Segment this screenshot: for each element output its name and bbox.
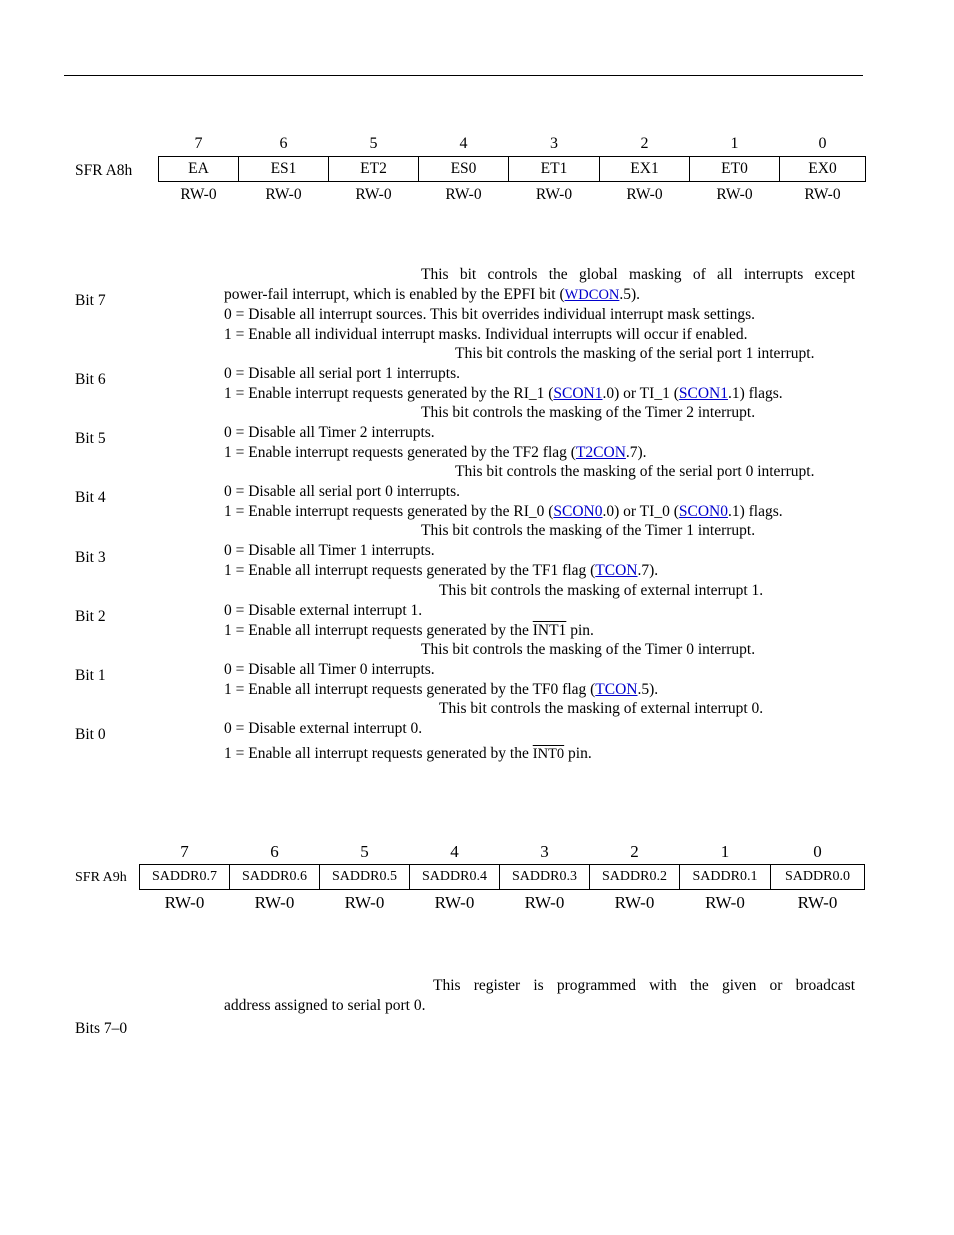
- access-value: RW-0: [705, 893, 745, 912]
- text-span: 1 = Enable interrupt requests generated by the RI_0 (: [224, 503, 554, 520]
- bit-description-head: This bit controls the masking of the Timer 0 interrupt.: [421, 641, 756, 658]
- scon1-link[interactable]: SCON1: [553, 385, 603, 402]
- bit-name-cell: SADDR0.1: [680, 865, 771, 890]
- bit-description-line: [224, 285, 855, 305]
- bit-description-line: 0 = Disable all Timer 0 interrupts.: [224, 661, 435, 678]
- bit-description-line: [224, 561, 855, 581]
- text-span: 1 = Enable all interrupt requests generated by the TF1 flag (: [224, 562, 596, 579]
- tcon-link[interactable]: TCON: [595, 562, 638, 579]
- ie-bit-numbers: [159, 132, 866, 157]
- bit-description-head: This bit controls the global masking of all interrupts except: [421, 266, 855, 283]
- bit-number: 6: [279, 135, 288, 152]
- text-span: pin.: [564, 745, 592, 762]
- saddr-register-table: [139, 840, 865, 916]
- access-value: RW-0: [265, 186, 302, 203]
- saddr-bit-numbers: [140, 840, 865, 865]
- bit-description: [224, 462, 855, 522]
- text-span: .7).: [637, 562, 659, 579]
- bit-label: Bit 0: [75, 726, 106, 743]
- bit-description: [224, 403, 855, 463]
- access-value: RW-0: [716, 186, 753, 203]
- bit-description-line: 0 = Disable external interrupt 1.: [224, 602, 423, 619]
- access-value: RW-0: [614, 893, 655, 912]
- bit-description: [224, 521, 855, 581]
- text-span: power-fail interrupt, which is enabled by the EPFI bit (: [224, 286, 565, 303]
- bit-name-cell: ES0: [419, 157, 509, 182]
- bit-number: 3: [550, 135, 558, 152]
- bit-description-line: address assigned to serial port 0.: [224, 997, 426, 1014]
- bit-name-cell: SADDR0.6: [230, 865, 320, 890]
- int0-signal: INT0: [532, 746, 565, 762]
- bit-name-cell: SADDR0.5: [320, 865, 410, 890]
- bit-number: 7: [194, 135, 203, 152]
- access-value: RW-0: [344, 893, 385, 912]
- bit-name-cell: ES1: [239, 157, 329, 182]
- bit-description: [224, 640, 855, 700]
- bit-description-line: 0 = Disable all Timer 1 interrupts.: [224, 542, 435, 559]
- bit-label: Bit 7: [75, 292, 106, 309]
- bit-name-cell: ET2: [329, 157, 419, 182]
- bit-description-line: 0 = Disable all interrupt sources. This bit overrides individual interrupt mask settings.: [224, 306, 756, 323]
- text-span: .1) flags.: [727, 503, 783, 520]
- access-value: RW-0: [524, 893, 565, 912]
- saddr-access-row: [140, 890, 865, 917]
- bit-description-line: [224, 680, 855, 700]
- bit-name-cell: SADDR0.7: [140, 865, 230, 890]
- bit-number: 3: [540, 842, 549, 861]
- access-value: RW-0: [535, 186, 573, 203]
- bit-description-line: 1 = Enable all individual interrupt masks. Individual interrupts will occur if enabled.: [224, 326, 748, 343]
- access-value: RW-0: [626, 186, 663, 203]
- text-span: .7).: [625, 444, 647, 461]
- bit-number: 2: [640, 135, 649, 152]
- bit-label: Bit 2: [75, 608, 106, 625]
- ie-sfr-label: SFR A8h: [75, 162, 133, 179]
- access-value: RW-0: [445, 186, 482, 203]
- saddr-bit-names: [140, 865, 865, 890]
- text-span: 1 = Enable all interrupt requests generated by the: [224, 622, 533, 639]
- access-value: RW-0: [804, 186, 841, 203]
- bit-description-head: This bit controls the masking of external interrupt 0.: [439, 700, 764, 717]
- text-span: .5).: [637, 681, 659, 698]
- access-value: RW-0: [164, 893, 205, 912]
- bit-description-line: [224, 443, 855, 463]
- bit-description-line: 0 = Disable all serial port 0 interrupts.: [224, 483, 461, 500]
- access-value: RW-0: [797, 893, 838, 912]
- bit-name-cell: SADDR0.4: [410, 865, 500, 890]
- bit-name-cell: EX0: [780, 157, 866, 182]
- bit-label: Bit 5: [75, 430, 106, 447]
- text-span: .1) flags.: [727, 385, 783, 402]
- bit-description-line: [224, 744, 855, 764]
- bit-name-cell: ET0: [690, 157, 780, 182]
- bit-description: [224, 581, 855, 641]
- int1-signal: INT1: [532, 622, 567, 639]
- bit-number: 1: [730, 135, 739, 152]
- bit-name-cell: EX1: [600, 157, 690, 182]
- bit-label: Bit 3: [75, 549, 106, 566]
- bit-number: 7: [180, 842, 189, 861]
- bit-description-line: [224, 384, 855, 404]
- bit-number: 0: [818, 135, 827, 152]
- bit-description-head: This bit controls the masking of the Timer 1 interrupt.: [421, 522, 756, 539]
- bit-label: Bit 4: [75, 489, 106, 506]
- bit-number: 4: [450, 842, 459, 861]
- text-span: 1 = Enable all interrupt requests generated by the: [224, 745, 533, 762]
- ie-bit-names: [159, 157, 866, 182]
- bit-description-head: This register is programmed with the given or broadcast: [433, 977, 855, 994]
- ie-register-table: [158, 132, 866, 208]
- bit-description: [224, 976, 855, 1016]
- bit-description-head: This bit controls the masking of the serial port 0 interrupt.: [455, 463, 815, 480]
- bit-name-cell: SADDR0.2: [590, 865, 680, 890]
- bit-number: 6: [270, 842, 279, 861]
- bit-description-head: This bit controls the masking of the serial port 1 interrupt.: [455, 345, 815, 362]
- bit-description-line: [224, 502, 855, 522]
- text-span: 1 = Enable interrupt requests generated by the TF2 flag (: [224, 444, 576, 461]
- text-span: .0) or TI_1 (: [602, 385, 679, 402]
- bit-description-head: This bit controls the masking of external interrupt 1.: [439, 582, 764, 599]
- saddr-sfr-label: SFR A9h: [75, 870, 127, 885]
- bit-name-cell: ET1: [509, 157, 600, 182]
- scon0-link[interactable]: SCON0: [678, 503, 728, 520]
- bit-number: 2: [630, 842, 639, 861]
- wdcon-link[interactable]: WDCON: [564, 287, 620, 303]
- text-span: .0) or TI_0 (: [602, 503, 679, 520]
- bit-name-cell: SADDR0.0: [771, 865, 865, 890]
- tcon-link[interactable]: TCON: [595, 681, 638, 698]
- bit-label: Bit 6: [75, 371, 106, 388]
- t2con-link[interactable]: T2CON: [575, 444, 626, 461]
- header-rule: [64, 75, 863, 76]
- bit-description-line: 0 = Disable external interrupt 0.: [224, 720, 423, 737]
- scon0-link[interactable]: SCON0: [553, 503, 603, 520]
- scon1-link[interactable]: SCON1: [678, 385, 728, 402]
- bit-description-line: [224, 621, 855, 641]
- text-span: pin.: [566, 622, 594, 639]
- text-span: .5).: [619, 286, 641, 303]
- bit-description-head: This bit controls the masking of the Timer 2 interrupt.: [421, 404, 756, 421]
- ie-access-row: [159, 182, 866, 209]
- bit-label: Bit 1: [75, 667, 106, 684]
- bit-number: 5: [360, 842, 369, 861]
- access-value: RW-0: [355, 186, 392, 203]
- bit-description-line: 0 = Disable all serial port 1 interrupts.: [224, 365, 461, 382]
- text-span: 1 = Enable interrupt requests generated by the RI_1 (: [224, 385, 554, 402]
- bit-description: [224, 699, 855, 764]
- access-value: RW-0: [434, 893, 475, 912]
- bit-description: [224, 265, 855, 345]
- bit-number: 0: [813, 842, 822, 861]
- bit-name-cell: EA: [159, 157, 239, 182]
- access-value: RW-0: [180, 186, 217, 203]
- bit-number: 4: [459, 135, 468, 152]
- bit-number: 5: [369, 135, 378, 152]
- text-span: 1 = Enable all interrupt requests generated by the TF0 flag (: [224, 681, 596, 698]
- bit-name-cell: SADDR0.3: [500, 865, 590, 890]
- bit-label: Bits 7–0: [75, 1020, 128, 1037]
- bit-description: [224, 344, 855, 404]
- access-value: RW-0: [254, 893, 295, 912]
- bit-description-line: 0 = Disable all Timer 2 interrupts.: [224, 424, 435, 441]
- bit-number: 1: [720, 842, 730, 861]
